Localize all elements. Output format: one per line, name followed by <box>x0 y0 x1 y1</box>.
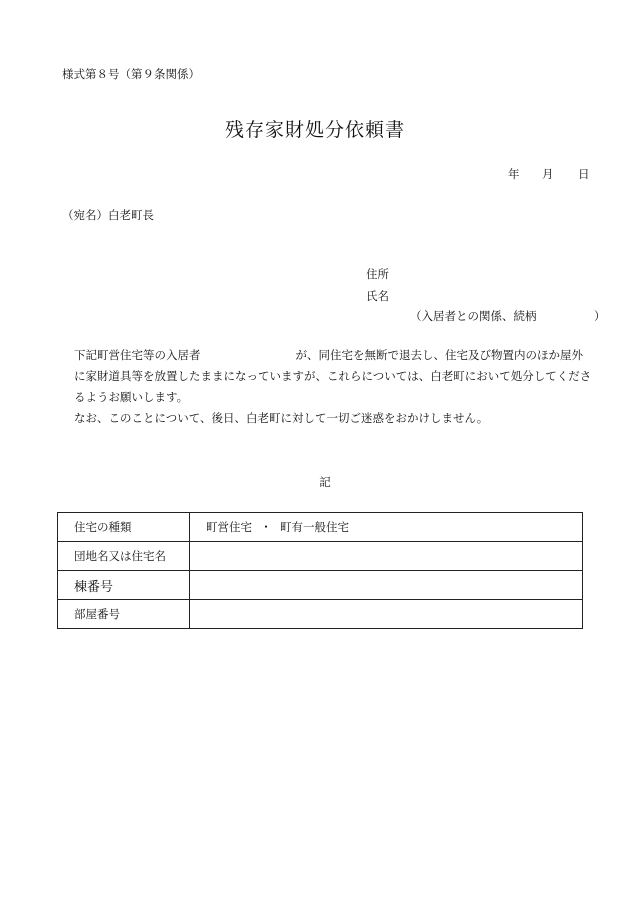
date-month-label: 月 <box>542 167 554 181</box>
housing-type-value <box>190 513 583 542</box>
address-label: 住所 <box>366 267 389 281</box>
housing-type-option-b: 町有一般住宅 <box>280 520 349 534</box>
table-row <box>58 571 583 600</box>
request-text-start: 下記町営住宅等の入居者 <box>74 348 201 362</box>
ki-heading: 記 <box>319 475 331 489</box>
building-number-value <box>190 571 583 600</box>
building-number-label: 棟番号 <box>58 571 190 600</box>
date-year-label: 年 <box>508 167 520 181</box>
request-text-rest: が、同住宅を無断で退去し、住宅及び物置内のほか屋外に家財道具等を放置したままになっていますが、これらについては、白老町において処分してくださるようお願いします。 <box>74 348 592 404</box>
complex-name-value <box>190 542 583 571</box>
disclaimer-paragraph: なお、このことについて、後日、白老町に対して一切ご迷惑をおかけしません。 <box>74 411 489 425</box>
document-title: 残存家財処分依頼書 <box>224 119 405 141</box>
relation-label: （入居者との関係、続柄 ） <box>410 309 606 323</box>
room-number-value <box>190 600 583 629</box>
complex-name-label: 団地名又は住宅名 <box>58 542 190 571</box>
form-number: 様式第８号（第９条関係） <box>62 67 200 81</box>
date-day-label: 日 <box>578 167 590 181</box>
housing-type-label: 住宅の種類 <box>58 513 190 542</box>
date-line <box>508 166 590 182</box>
addressee: （宛名）白老町長 <box>62 208 154 222</box>
request-body <box>62 345 592 429</box>
table-row <box>58 513 583 542</box>
details-table <box>57 512 583 629</box>
table-row <box>58 600 583 629</box>
table-row <box>58 542 583 571</box>
name-label: 氏名 <box>366 289 389 303</box>
room-number-label: 部屋番号 <box>58 600 190 629</box>
housing-type-separator: ・ <box>260 520 272 534</box>
request-paragraph <box>62 345 592 408</box>
housing-type-option-a: 町営住宅 <box>206 520 252 534</box>
